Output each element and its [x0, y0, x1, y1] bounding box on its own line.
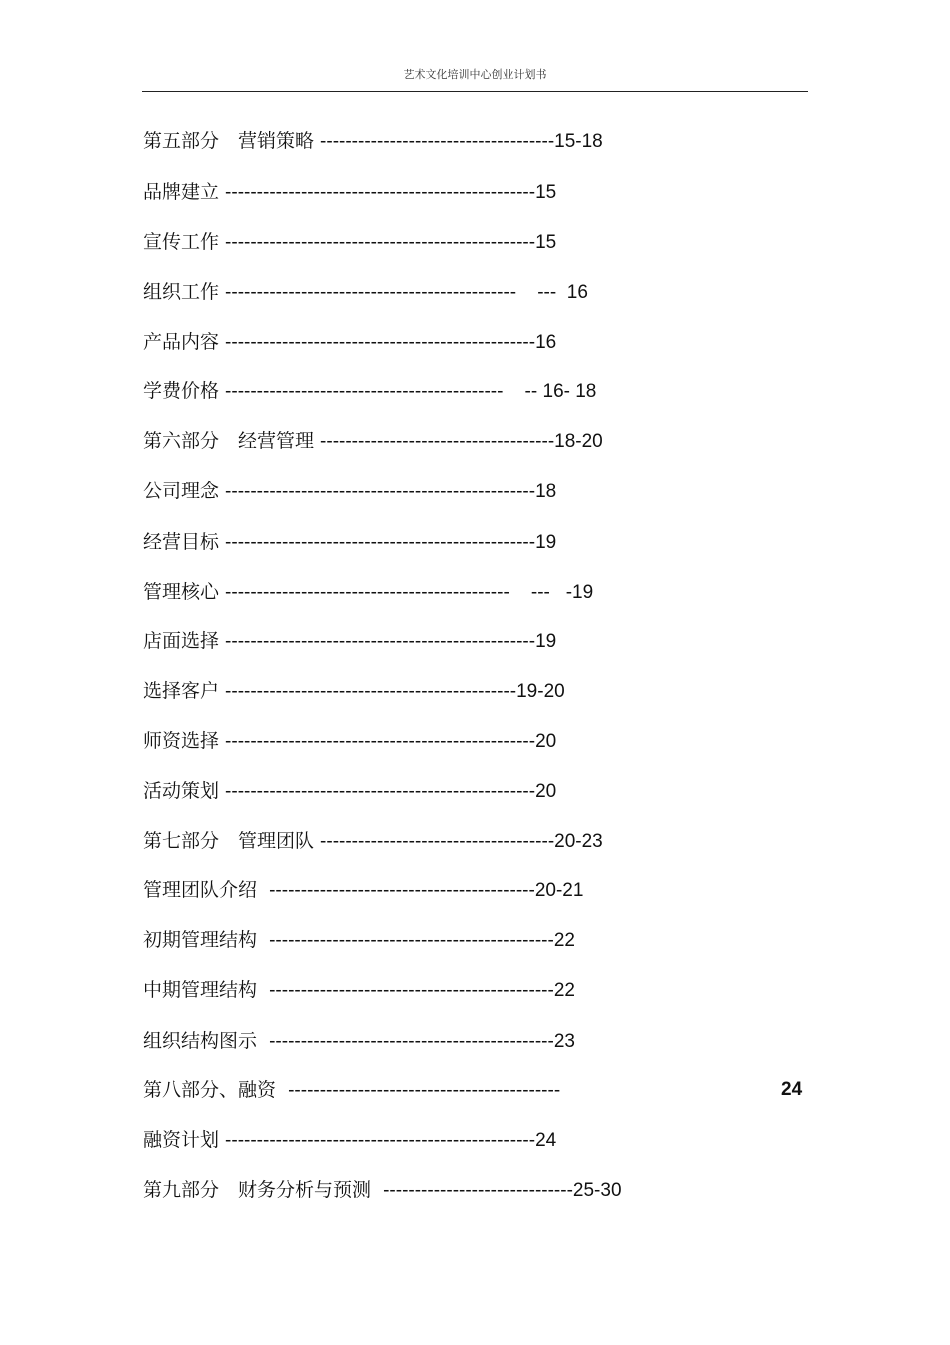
toc-leader: ---------------------------------------------- [225, 681, 517, 702]
toc-leader: ------------------------------------------- [288, 1080, 561, 1101]
toc-leader: ------------------------------------- [320, 831, 555, 852]
toc-label: 活动策划 [143, 780, 226, 802]
toc-page: 22 [553, 980, 575, 1001]
toc-entry[interactable] [143, 1128, 556, 1152]
toc-label: 经营目标 [143, 531, 226, 553]
toc-leader: ------------------------------ [383, 1180, 573, 1201]
toc-leader: ------------------------------------------------- [225, 481, 536, 502]
toc-page: 19 [535, 631, 557, 652]
toc-page-right: 24 [781, 1079, 803, 1100]
toc-page: 20 [535, 781, 557, 802]
toc-entry[interactable] [143, 1178, 622, 1202]
toc-leader: --------------------------------------------- --- [225, 582, 566, 603]
toc-label: 学费价格 [143, 380, 226, 402]
toc-page: 18-20 [554, 431, 603, 452]
toc-entry[interactable] [143, 230, 556, 254]
toc-page: -19 [565, 582, 594, 603]
toc-entry[interactable] [143, 629, 556, 653]
toc-entry[interactable] [143, 1078, 560, 1102]
toc-entry[interactable] [143, 978, 575, 1002]
toc-entry[interactable] [143, 729, 556, 753]
toc-page: 16 [535, 332, 557, 353]
toc-leader: ------------------------------------------ [269, 880, 535, 901]
running-header: 艺术文化培训中心创业计划书 [403, 68, 547, 81]
toc-leader: ------------------------------------------------- [225, 781, 536, 802]
toc-leader: --------------------------------------------- [269, 1031, 554, 1052]
toc-entry[interactable] [143, 280, 588, 304]
toc-label: 品牌建立 [143, 181, 226, 203]
toc-leader: ------------------------------------------------- [225, 182, 536, 203]
toc-entry[interactable] [143, 779, 556, 803]
toc-page: 23 [553, 1031, 575, 1052]
toc-label: 组织结构图示 [143, 1030, 270, 1052]
toc-label: 店面选择 [143, 630, 226, 652]
toc-label: 融资计划 [143, 1129, 226, 1151]
toc-label: 公司理念 [143, 480, 226, 502]
toc-entry[interactable] [143, 878, 583, 902]
toc-label: 初期管理结构 [143, 929, 270, 951]
toc-page: 24 [535, 1130, 557, 1151]
toc-label: 中期管理结构 [143, 979, 270, 1001]
toc-page: 15-18 [554, 131, 603, 152]
toc-page: 22 [553, 930, 575, 951]
toc-page: 25-30 [572, 1180, 622, 1201]
toc-leader: ------------------------------------------------- [225, 332, 536, 353]
toc-page: 19-20 [516, 681, 565, 702]
toc-label: 师资选择 [143, 730, 226, 752]
toc-leader: ------------------------------------------------- [225, 731, 536, 752]
toc-leader: ------------------------------------------------- [225, 532, 536, 553]
toc-leader: --------------------------------------------- [269, 930, 554, 951]
toc-entry[interactable] [143, 330, 556, 354]
toc-entry[interactable] [143, 530, 556, 554]
toc-leader: ---------------------------------------------- --- [225, 282, 567, 303]
toc-label: 管理核心 [143, 581, 226, 603]
toc-page: 19 [535, 532, 557, 553]
toc-leader: ------------------------------------- [320, 431, 555, 452]
toc-entry[interactable] [143, 379, 596, 403]
toc-label: 第六部分 经营管理 [143, 430, 321, 452]
toc-entry[interactable] [143, 180, 556, 204]
header-divider [142, 91, 808, 92]
toc-leader: --------------------------------------------- [269, 980, 554, 1001]
toc-page: 16 [566, 282, 588, 303]
toc-leader: ------------------------------------------------- [225, 1130, 536, 1151]
toc-label: 产品内容 [143, 331, 226, 353]
toc-leader: -------------------------------------------- -- [225, 381, 543, 402]
toc-page: 15 [535, 182, 557, 203]
toc-entry[interactable] [143, 679, 565, 703]
toc-label: 第七部分 管理团队 [143, 830, 321, 852]
toc-page: 20-21 [534, 880, 584, 901]
toc-label: 组织工作 [143, 281, 226, 303]
toc-entry[interactable] [143, 580, 593, 604]
toc-entry[interactable] [143, 129, 603, 153]
toc-page: 16- 18 [542, 381, 597, 402]
toc-entry[interactable] [143, 928, 575, 952]
toc-page: 20-23 [554, 831, 603, 852]
toc-label: 第九部分 财务分析与预测 [143, 1179, 384, 1201]
toc-label: 第八部分、融资 [143, 1079, 289, 1101]
toc-leader: ------------------------------------------------- [225, 232, 536, 253]
toc-entry[interactable] [143, 1029, 575, 1053]
toc-entry[interactable] [143, 479, 556, 503]
toc-page: 18 [535, 481, 557, 502]
toc-page: 20 [535, 731, 557, 752]
toc-label: 选择客户 [143, 680, 226, 702]
toc-leader: ------------------------------------------------- [225, 631, 536, 652]
toc-entry[interactable] [143, 429, 603, 453]
toc-entry[interactable] [143, 829, 603, 853]
toc-leader: ------------------------------------- [320, 131, 555, 152]
toc-label: 宣传工作 [143, 231, 226, 253]
toc-label: 管理团队介绍 [143, 879, 270, 901]
toc-label: 第五部分 营销策略 [143, 130, 321, 152]
toc-page: 15 [535, 232, 557, 253]
